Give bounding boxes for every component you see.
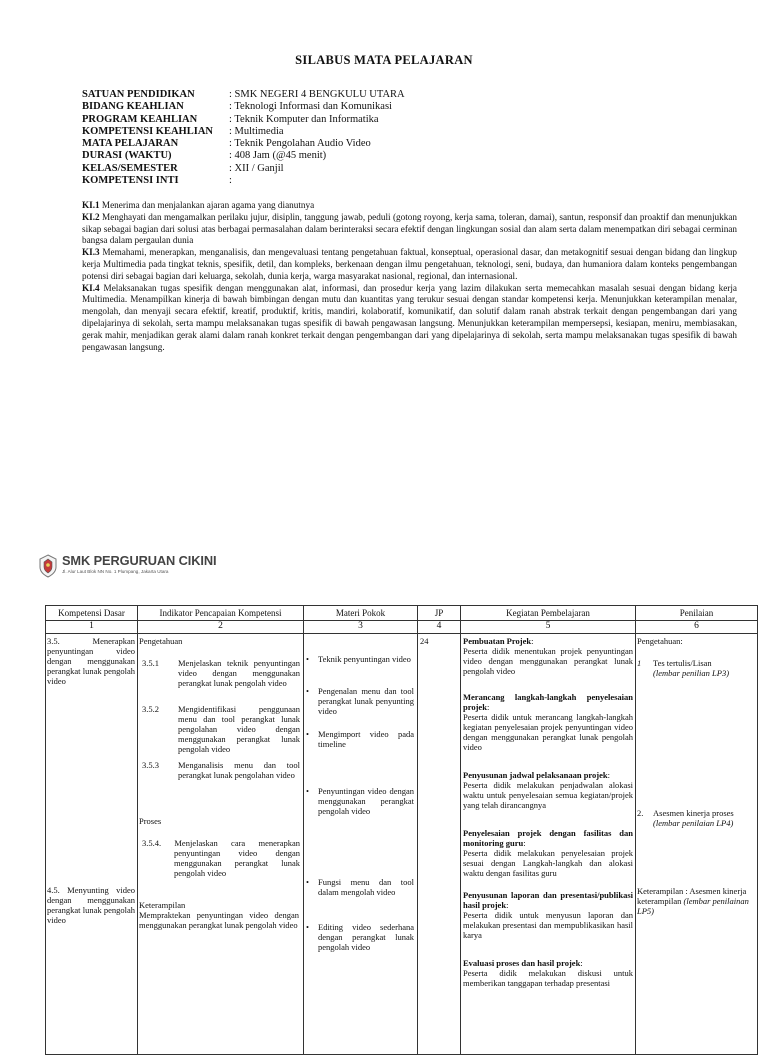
kd-4-5: 4.5. Menyunting video dengan menggunakan perangkat lunak pengolah video: [47, 885, 135, 925]
identity-label: BIDANG KEAHLIAN: [82, 101, 184, 113]
kegiatan-title: Penyelesaian projek dengan fasilitas dan monitoring guru: [463, 828, 633, 848]
kegiatan-item: Pembuatan Projek: Peserta didik menentukan projek penyuntingan video dengan menggunakan perangkat lunak pengolah video: [463, 636, 633, 676]
identity-row: [82, 138, 405, 150]
header-kegiatan: Kegiatan Pembelajaran: [461, 606, 636, 621]
identity-block: [82, 89, 405, 187]
bullet-icon: •: [306, 686, 309, 696]
penilaian-item-2: 2. Asesmen kinerja proses (lembar penilaian LP4): [637, 808, 734, 828]
indikator-cell: [138, 634, 304, 1055]
jp-cell: [418, 634, 461, 1055]
identity-value: : Teknologi Informasi dan Komunikasi: [229, 101, 392, 113]
kegiatan-item: Evaluasi proses dan hasil projek: Peserta didik melakukan diskusi untuk memberikan tanggapan terhadap presentasi: [463, 958, 633, 988]
kegiatan-item: Penyusunan jadwal pelaksanaan projek: Peserta didik melakukan penjadwalan alokasi waktu untuk penyelesaian semua kegiatan/projek yang telah dirancangnya: [463, 770, 633, 810]
column-number: 6: [636, 621, 758, 634]
materi-text: Fungsi menu dan tool dalam mengolah video: [318, 877, 414, 897]
materi-text: Mengimport video pada timeline: [318, 729, 414, 749]
materi-item: [306, 786, 414, 816]
school-logo-name: SMK PERGURUAN CIKINI: [62, 553, 217, 568]
identity-row: [82, 126, 405, 138]
identity-label: MATA PELAJARAN: [82, 138, 179, 150]
identity-label: KOMPETENSI KEAHLIAN: [82, 125, 213, 137]
kegiatan-text: Peserta didik untuk merancang langkah-langkah kegiatan penyelesaian projek penyuntingan video dengan menggunakan perangkat lunak pengolah video: [463, 712, 633, 752]
ki-paragraph: [82, 283, 737, 354]
materi-text: Editing video sederhana dengan perangkat lunak pengolah video: [318, 922, 414, 952]
ki-code: KI.1: [82, 200, 100, 210]
identity-row: [82, 101, 405, 113]
ki-paragraph: [82, 200, 737, 212]
kegiatan-title: Evaluasi proses dan hasil projek: [463, 958, 581, 968]
identity-value: : XII / Ganjil: [229, 162, 284, 174]
bullet-icon: •: [306, 786, 309, 796]
ki-text: Menerima dan menjalankan ajaran agama yang dianutnya: [99, 200, 315, 210]
indikator-keterampilan-label: Keterampilan: [139, 900, 186, 910]
syllabus-table: [45, 605, 758, 1055]
materi-item: [306, 654, 414, 664]
identity-value: : Teknik Komputer dan Informatika: [229, 113, 379, 125]
ki-paragraph: [82, 247, 737, 282]
kegiatan-title: Penyusunan laporan dan presentasi/publikasi hasil projek: [463, 890, 633, 910]
jp-value: 24: [420, 636, 429, 646]
ki-text: Melaksanakan tugas spesifik dengan menggunakan alat, informasi, dan prosedur kerja yang lazim dilakukan serta memecahkan masalah sesuai dengan bidang kerja Multimedia. Menampilkan kinerja di bawah bimbingan dengan mutu dan kuantitas yang terukur sesuai dengan standar kompetensi kerja. Menunjukkan keterampilan menalar, mengolah, dan menyaji secara efektif, kreatif, produktif, kritis, mandiri, kolaboratif, komunikatif, dan solutif dalam ranah abstrak terkait dengan pengembangan dari yang dipelajarinya di sekolah, serta mampu melaksanakan tugas spesifik di bawah pengawasan langsung. Menunjukkan keterampilan mempersepsi, kesiapan, meniru, membiasakan, gerak mahir, menjadikan gerak alami dalam ranah konkret terkait dengan pengembangan dari yang dipelajarinya di sekolah, serta mampu melaksanakan tugas spesifik di bawah pengawasan langsung.: [82, 282, 737, 352]
kd-3-5: 3.5. Menerapkan penyuntingan video dengan menggunakan perangkat lunak pengolah video: [47, 636, 135, 686]
bullet-icon: •: [306, 654, 309, 664]
identity-row: [82, 89, 405, 101]
identity-label: DURASI (WAKTU): [82, 150, 172, 162]
school-logo-address: Jl. Alur Laut Blok NN No. 1 Plumpang, Jakarta Utara: [62, 569, 169, 574]
ki-paragraph: [82, 212, 737, 247]
identity-row: [82, 175, 405, 187]
column-number: 2: [138, 621, 304, 634]
kegiatan-title: Penyusunan jadwal pelaksanaan projek: [463, 770, 608, 780]
table-number-row: [46, 621, 758, 634]
column-number: 4: [418, 621, 461, 634]
materi-item: [306, 729, 414, 749]
kegiatan-title: Merancang langkah-langkah penyelesaian projek: [463, 692, 633, 712]
ki-code: KI.4: [82, 282, 100, 293]
penilaian-cell: [636, 634, 758, 1055]
kegiatan-text: Peserta didik melakukan diskusi untuk memberikan tanggapan terhadap presentasi: [463, 968, 633, 988]
materi-text: Penyuntingan video dengan menggunakan perangkat pengolah video: [318, 786, 414, 816]
ki-code: KI.3: [82, 247, 100, 258]
identity-value: : Multimedia: [229, 125, 284, 137]
header-jp: JP: [418, 606, 461, 621]
identity-row: [82, 114, 405, 126]
materi-item: [306, 922, 414, 952]
indikator-proses-item: 3.5.4. Menjelaskan cara menerapkan penyuntingan video dengan menggunakan perangkat lunak pengolah video: [142, 838, 300, 878]
kegiatan-item: Penyusunan laporan dan presentasi/publikasi hasil projek: Peserta didik untuk menyusun laporan dan melakukan presentasi dan mempublikasikan hasil karya: [463, 890, 633, 940]
identity-row: [82, 163, 405, 175]
identity-value: : Teknik Pengolahan Audio Video: [229, 138, 371, 150]
ki-text: Menghayati dan mengamalkan perilaku jujur, disiplin, tanggung jawab, peduli (gotong royong, kerja sama, toleran, damai), santun, responsif dan proaktif dan menunjukkan sikap sebagai bagian dari solusi atas berbagai permasalahan dalam berinteraksi secara efektif dengan lingkungan sosial dan alam serta dalam menempatkan diri sebagai cerminan bangsa dalam pergaulan dunia: [82, 211, 737, 246]
indikator-item: 3.5.1 Menjelaskan teknik penyuntingan video dengan menggunakan perangkat lunak pengolah video: [142, 658, 300, 688]
header-indikator: Indikator Pencapaian Kompetensi: [138, 606, 304, 621]
identity-value: : SMK NEGERI 4 BENGKULU UTARA: [229, 89, 405, 100]
kegiatan-text: Peserta didik melakukan penjadwalan alokasi waktu untuk penyelesaian semua kegiatan/projek yang telah dirancangnya: [463, 780, 633, 810]
kd-cell: [46, 634, 138, 1055]
ki-code: KI.2: [82, 211, 100, 222]
column-number: 3: [304, 621, 418, 634]
identity-value: :: [229, 175, 232, 187]
materi-text: Teknik penyuntingan video: [318, 654, 411, 664]
bullet-icon: •: [306, 877, 309, 887]
materi-item: [306, 877, 414, 897]
indikator-item: 3.5.2 Mengidentifikasi penggunaan menu dan tool perangkat lunak pengolahan video dengan menggunakan perangkat lunak pengolah video: [142, 704, 300, 754]
header-kompetensi-dasar: Kompetensi Dasar: [46, 606, 138, 621]
indikator-keterampilan-text: Mempraktekan penyuntingan video dengan menggunakan perangkat lunak pengolah video: [139, 910, 299, 930]
kegiatan-title: Pembuatan Projek: [463, 636, 532, 646]
identity-label: PROGRAM KEAHLIAN: [82, 113, 198, 125]
kegiatan-text: Peserta didik melakukan penyelesaian projek sesuai dengan Langkah-langkah dan alokasi waktu dengan fasilitas guru: [463, 848, 633, 878]
identity-label: KOMPETENSI INTI: [82, 175, 179, 187]
identity-label: KELAS/SEMESTER: [82, 162, 178, 174]
identity-label: SATUAN PENDIDIKAN: [82, 89, 195, 100]
school-emblem-icon: [38, 554, 58, 578]
column-number: 5: [461, 621, 636, 634]
kompetensi-inti-block: [82, 200, 737, 353]
materi-item: [306, 686, 414, 716]
school-logo: [38, 553, 217, 583]
materi-text: Pengenalan menu dan tool perangkat lunak penyunting video: [318, 686, 414, 716]
column-number: 1: [46, 621, 138, 634]
page-title: SILABUS MATA PELAJARAN: [295, 53, 473, 67]
penilaian-item-1: 1 Tes tertulis/Lisan (lembar penilian LP3): [637, 658, 730, 678]
penilaian-pengetahuan-label: Pengetahuan:: [637, 636, 683, 646]
materi-cell: [304, 634, 418, 1055]
kegiatan-item: Penyelesaian projek dengan fasilitas dan monitoring guru: Peserta didik melakukan penyelesaian projek sesuai dengan Langkah-langkah dan alokasi waktu dengan fasilitas guru: [463, 828, 633, 878]
bullet-icon: •: [306, 729, 309, 739]
kegiatan-cell: [461, 634, 636, 1055]
table-row: [46, 634, 758, 1055]
indikator-item: 3.5.3 Menganalisis menu dan tool perangkat lunak pengolahan video: [142, 760, 300, 780]
ki-text: Memahami, menerapkan, menganalisis, dan mengevaluasi tentang pengetahuan faktual, konseptual, operasional dasar, dan metakognitif sesuai dengan bidang dan lingkup kerja Multimedia pada tingkat teknis, spesifik, detil, dan kompleks, berkenaan dengan ilmu pengetahuan, teknologi, seni, budaya, dan humaniora dalam konteks pengembangan potensi diri sebagai bagian dari keluarga, sekolah, dunia kerja, warga masyarakat nasional, regional, dan internasional.: [82, 247, 737, 281]
kegiatan-text: Peserta didik untuk menyusun laporan dan melakukan presentasi dan mempublikasikan hasil karya: [463, 910, 633, 940]
table-header-row: [46, 606, 758, 621]
indikator-proses-label: Proses: [139, 816, 162, 826]
header-penilaian: Penilaian: [636, 606, 758, 621]
indikator-pengetahuan-label: Pengetahuan: [139, 636, 183, 646]
penilaian-keterampilan: Keterampilan : Asesmen kinerja keterampilan (lembar penilainan LP5): [637, 886, 749, 916]
bullet-icon: •: [306, 922, 309, 932]
kegiatan-item: Merancang langkah-langkah penyelesaian projek: Peserta didik untuk merancang langkah-langkah kegiatan penyelesaian projek penyuntingan video dengan menggunakan perangkat lunak pengolah video: [463, 692, 633, 752]
header-materi-pokok: Materi Pokok: [304, 606, 418, 621]
identity-row: [82, 150, 405, 162]
identity-value: : 408 Jam (@45 menit): [229, 150, 327, 162]
kegiatan-text: Peserta didik menentukan projek penyuntingan video dengan menggunakan perangkat lunak pengolah video: [463, 646, 633, 676]
